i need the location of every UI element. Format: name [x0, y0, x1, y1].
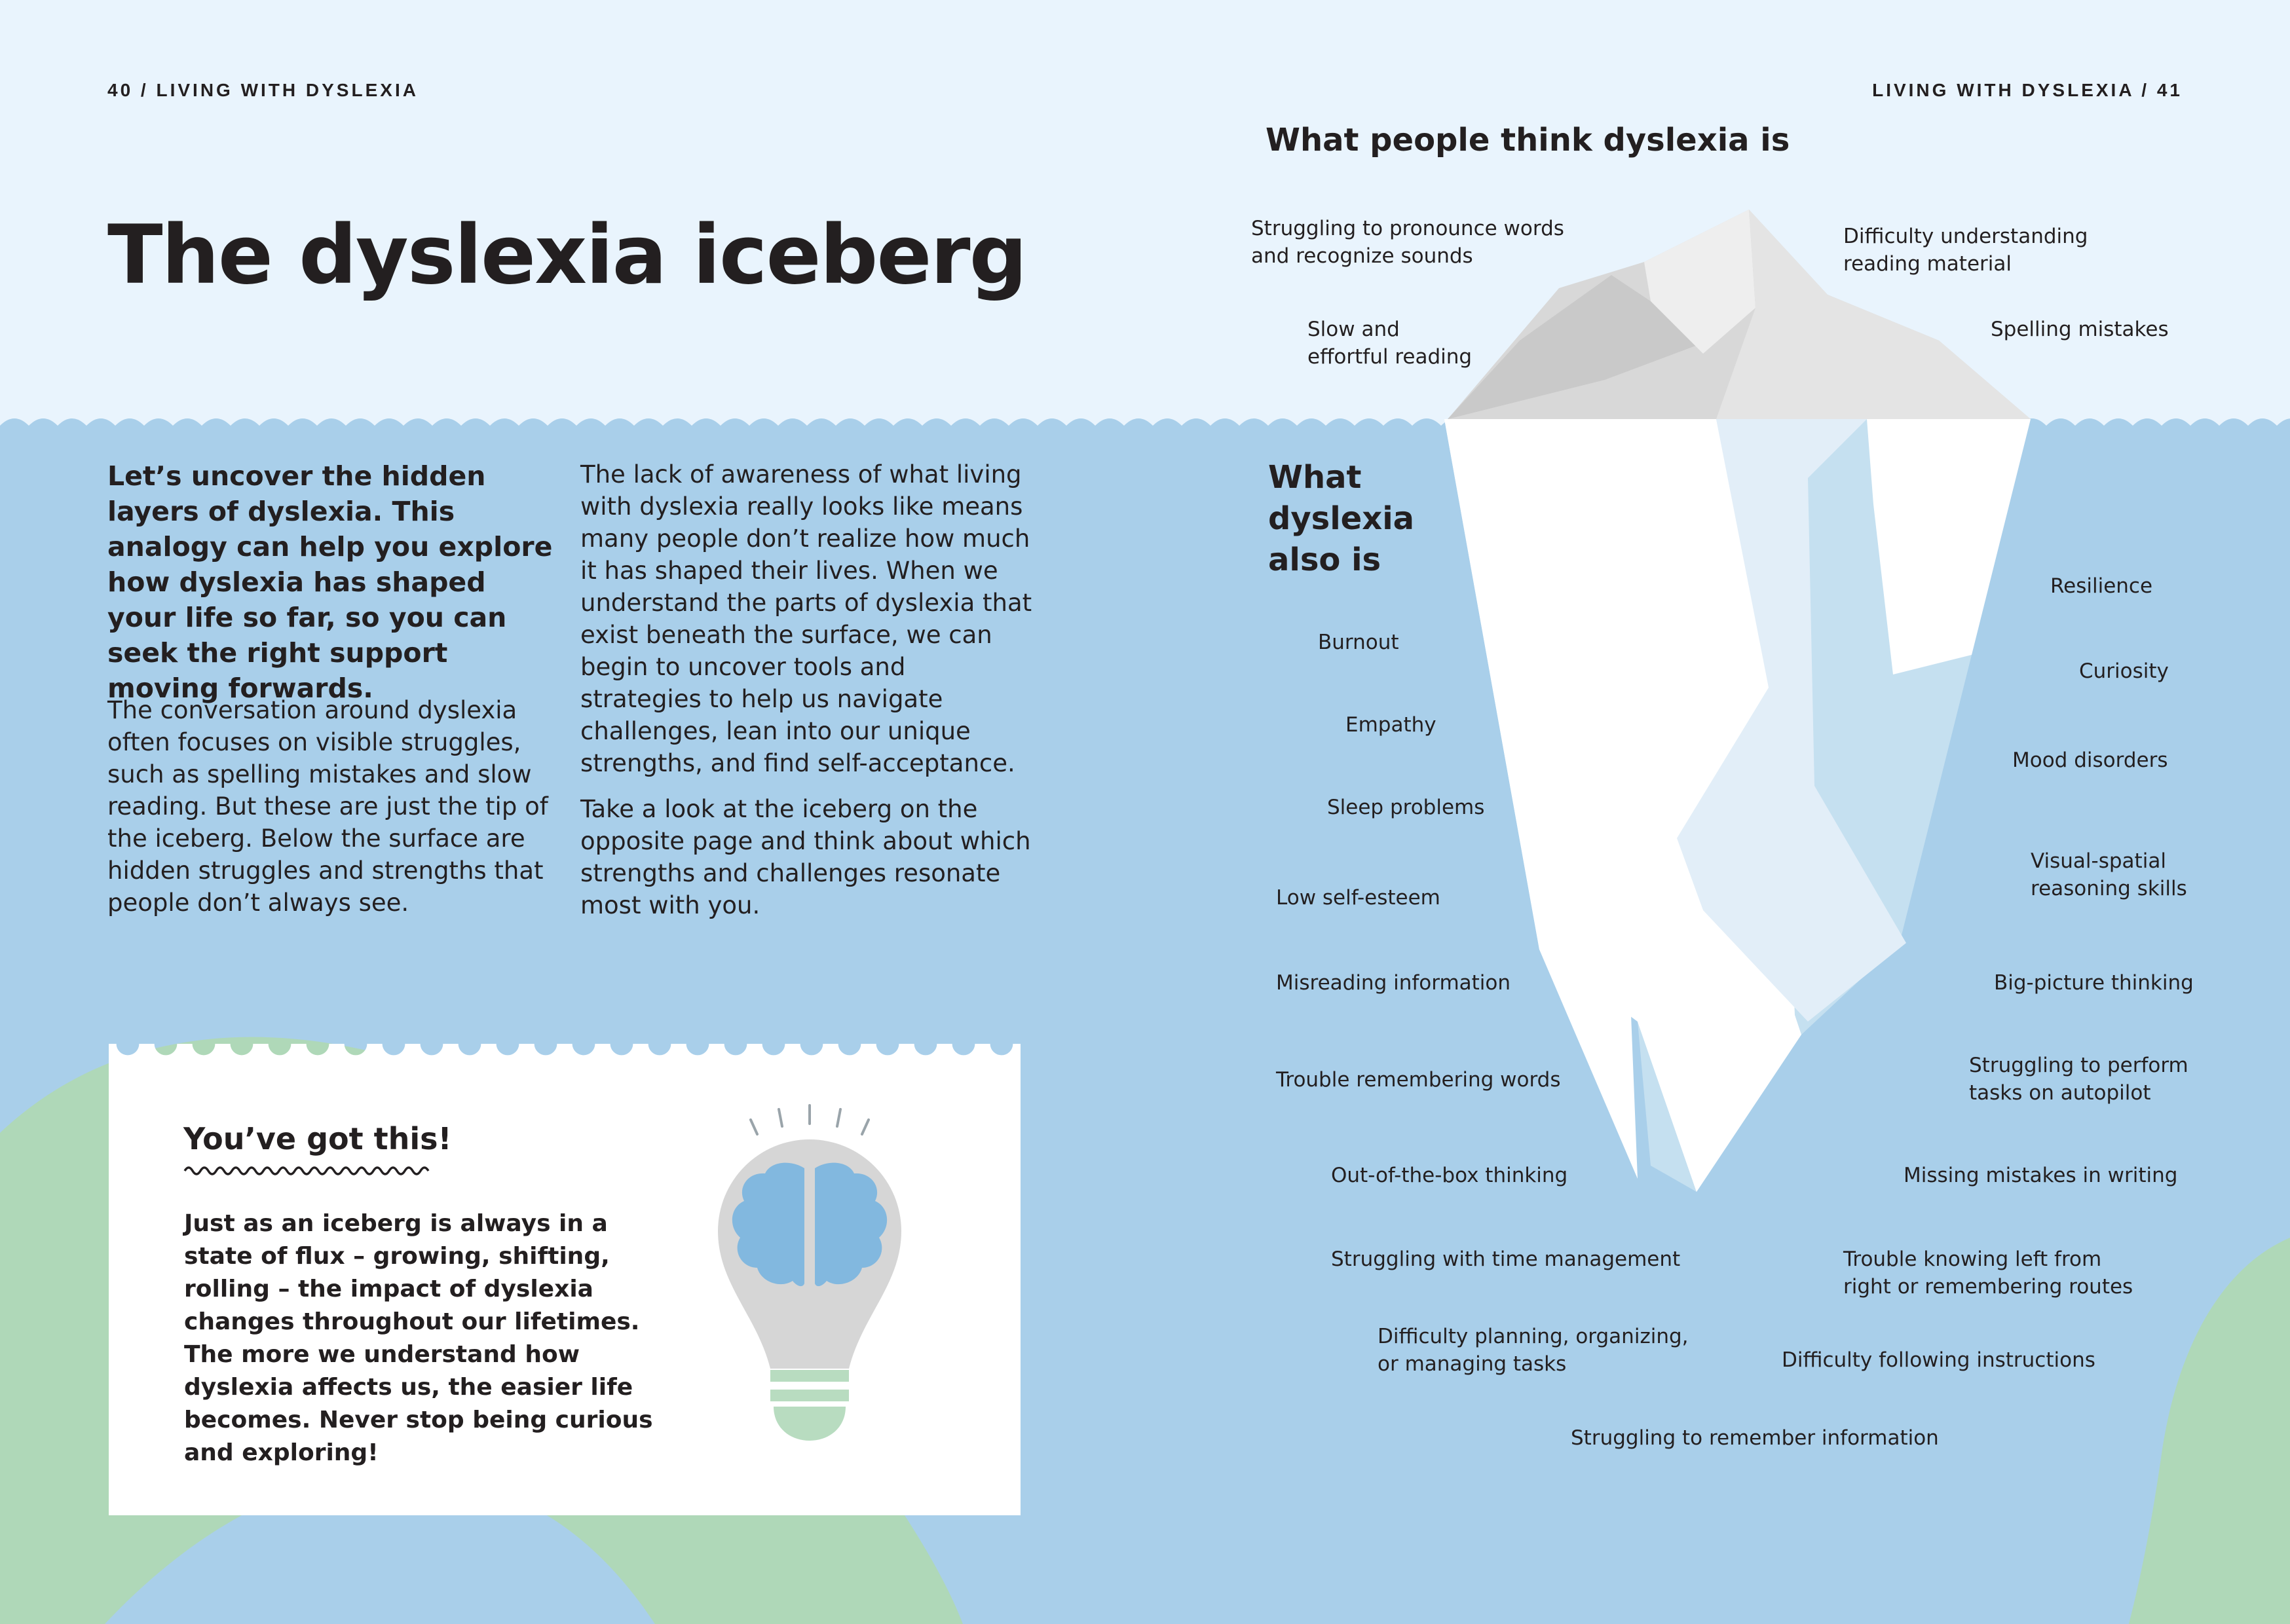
label-following-instructions: Difficulty following instructions: [1782, 1348, 2095, 1372]
heading-below-surface: What dyslexia also is: [1268, 459, 1415, 578]
tip-card-title: You’ve got this!: [183, 1121, 452, 1156]
tip-card-text: Just as an iceberg is always in a state of flux – growing, shifting, rolling – the impact of dyslexia changes throughout our lifetimes. The more we understand how dyslexia affects us, the easier life becomes. Never stop being curious and exploring!: [184, 1210, 653, 1466]
right-folio: LIVING WITH DYSLEXIA / 41: [1872, 80, 2183, 100]
label-empathy: Empathy: [1345, 713, 1436, 737]
label-big-picture: Big-picture thinking: [1994, 971, 2194, 995]
body-paragraph-3: Take a look at the iceberg on the opposite page and think about which strengths and challenges resonate most with you.: [580, 795, 1031, 919]
label-time-management: Struggling with time management: [1331, 1247, 1681, 1271]
label-understanding-material: Difficulty understanding reading material: [1843, 225, 2088, 276]
intro-paragraph: Let’s uncover the hidden layers of dyslexia. This analogy can help you explore how dyslexia has shaped your life so far, so you can seek the right support moving forwards.: [107, 460, 553, 704]
label-pronounce-words: Struggling to pronounce words and recognize sounds: [1251, 217, 1564, 268]
label-misreading-information: Misreading information: [1276, 971, 1511, 995]
label-slow-reading: Slow and effortful reading: [1307, 318, 1473, 369]
label-visual-spatial: Visual-spatial reasoning skills: [2031, 849, 2187, 900]
label-autopilot: Struggling to perform tasks on autopilot: [1969, 1054, 2188, 1105]
label-curiosity: Curiosity: [2079, 659, 2169, 683]
label-out-of-the-box: Out-of-the-box thinking: [1331, 1164, 1568, 1187]
label-missing-mistakes: Missing mistakes in writing: [1904, 1164, 2178, 1187]
body-paragraph-2: The lack of awareness of what living with dyslexia really looks like means many people don’t realize how much it has shaped their lives. When we understand the parts of dyslexia that exist beneath the surface, we can begin to uncover tools and strategies to help us navigate challenges, lean into our unique strengths, and find self-acceptance.: [580, 460, 1032, 777]
label-sleep-problems: Sleep problems: [1327, 796, 1485, 819]
page-title: The dyslexia iceberg: [107, 208, 1026, 303]
body-paragraph-1: The conversation around dyslexia often focuses on visible struggles, such as spelling mistakes and slow reading. But these are just the tip of the iceberg. Below the surface are hidden struggles and strengths that people don’t always see.: [107, 696, 548, 917]
label-burnout: Burnout: [1318, 631, 1399, 654]
label-remember-information: Struggling to remember information: [1571, 1426, 1939, 1450]
label-remembering-words: Trouble remembering words: [1276, 1068, 1561, 1092]
label-mood-disorders: Mood disorders: [2012, 748, 2168, 772]
label-resilience: Resilience: [2050, 574, 2153, 598]
heading-above-surface: What people think dyslexia is: [1266, 122, 1790, 158]
label-planning-organizing: Difficulty planning, organizing, or managing tasks: [1378, 1325, 1689, 1376]
left-folio: 40 / LIVING WITH DYSLEXIA: [107, 80, 419, 100]
label-spelling-mistakes: Spelling mistakes: [1991, 318, 2169, 341]
label-low-self-esteem: Low self-esteem: [1276, 886, 1440, 910]
label-left-right: Trouble knowing left from right or remembering routes: [1843, 1247, 2133, 1299]
